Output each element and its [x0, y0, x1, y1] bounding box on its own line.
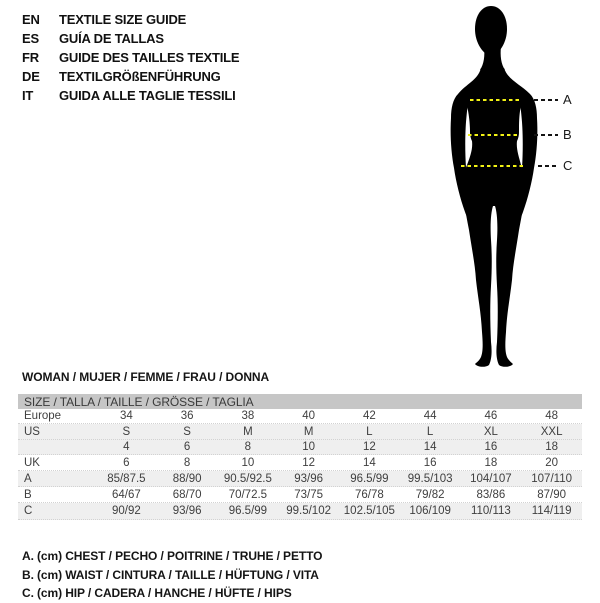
size-cell: 83/86	[476, 488, 506, 501]
measurement-legend	[22, 547, 322, 603]
size-cell: M	[243, 425, 253, 438]
lang-row-en	[22, 10, 239, 29]
size-cell: XXL	[540, 425, 563, 438]
size-cell: 44	[423, 410, 437, 422]
size-cell: 106/109	[409, 505, 451, 517]
lang-row-de	[22, 67, 239, 86]
size-cell: 73/75	[294, 488, 324, 501]
lang-title: TEXTILE SIZE GUIDE	[59, 12, 187, 27]
size-cell: 4	[123, 441, 130, 453]
lang-code: FR	[22, 50, 39, 65]
size-cell: 107/110	[531, 472, 572, 485]
size-cell: L	[426, 425, 434, 438]
size-cell: 79/82	[415, 488, 445, 501]
row-label: US	[24, 425, 40, 438]
size-cell: 64/67	[111, 488, 141, 501]
lang-code: IT	[22, 88, 34, 103]
size-cell: 38	[241, 410, 255, 422]
size-cell: 114/119	[531, 505, 572, 517]
marker-label-waist: B	[563, 127, 572, 142]
size-cell: 90/92	[111, 505, 141, 517]
marker-label-hip: C	[563, 158, 573, 173]
legend-line-waist: B. (cm) WAIST / CINTURA / TAILLE / HÜFTUNG / VITA	[22, 567, 319, 582]
size-cell: 36	[180, 410, 194, 422]
language-title-list	[22, 10, 239, 105]
table-row-chest	[18, 471, 582, 487]
size-cell: 102.5/105	[343, 505, 395, 517]
row-label: B	[24, 488, 32, 501]
lang-row-it	[22, 86, 239, 105]
size-cell: 88/90	[172, 472, 202, 485]
lang-code: ES	[22, 31, 39, 46]
size-cell: 8	[244, 441, 252, 453]
size-cell: 16	[423, 456, 437, 469]
lang-code: DE	[22, 69, 40, 84]
lang-title: GUÍA DE TALLAS	[59, 31, 164, 46]
size-cell: 40	[302, 410, 316, 422]
lang-title: GUIDE DES TAILLES TEXTILE	[59, 50, 240, 65]
size-cell: 18	[484, 456, 498, 469]
row-label: A	[24, 472, 32, 485]
size-table-header: SIZE / TALLA / TAILLE / GRÖSSE / TAGLIA	[18, 394, 582, 409]
table-row-us-letters	[18, 424, 582, 440]
lang-title: GUIDA ALLE TAGLIE TESSILI	[59, 88, 236, 103]
size-cell: 34	[119, 410, 133, 422]
size-cell: 68/70	[172, 488, 202, 501]
legend-line-hip: C. (cm) HIP / CADERA / HANCHE / HÜFTE / HIPS	[22, 586, 292, 600]
size-cell: 96.5/99	[350, 472, 389, 485]
row-label: C	[24, 505, 33, 517]
marker-label-chest: A	[563, 92, 572, 107]
size-cell: 87/90	[537, 488, 567, 501]
size-cell: 96.5/99	[228, 505, 268, 517]
size-cell: 14	[362, 456, 376, 469]
size-cell: 10	[241, 456, 255, 469]
size-cell: 90.5/92.5	[223, 472, 272, 485]
size-cell: L	[366, 425, 373, 438]
size-cell: 46	[484, 410, 498, 422]
lang-code: EN	[22, 12, 40, 27]
size-cell: 48	[545, 410, 559, 422]
size-cell: 42	[362, 410, 376, 422]
size-cell: 104/107	[470, 472, 512, 485]
lang-row-es	[22, 29, 239, 48]
table-group-title: WOMAN / MUJER / FEMME / FRAU / DONNA	[22, 370, 270, 384]
size-cell: M	[303, 425, 314, 438]
size-cell: XL	[483, 425, 498, 438]
size-cell: 76/78	[354, 488, 384, 501]
size-cell: 18	[545, 441, 559, 453]
table-row-uk	[18, 455, 582, 471]
table-row-waist	[18, 487, 582, 503]
size-cell: 12	[302, 456, 316, 469]
size-cell: 99.5/102	[286, 505, 331, 517]
size-cell: 70/72.5	[228, 488, 268, 501]
woman-silhouette	[434, 2, 554, 370]
size-table	[18, 394, 582, 520]
size-cell: 20	[545, 456, 559, 469]
size-cell: S	[183, 425, 191, 438]
size-cell: 6	[123, 456, 130, 469]
size-cell: 99.5/103	[407, 472, 453, 485]
size-cell: 6	[183, 441, 191, 453]
size-cell: 12	[362, 441, 376, 453]
size-cell: 110/113	[470, 505, 511, 517]
size-cell: S	[122, 425, 131, 438]
size-cell: 93/96	[172, 505, 202, 517]
size-cell: 85/87.5	[107, 472, 146, 485]
table-row-hip	[18, 503, 582, 520]
table-row-us-numbers	[18, 440, 582, 455]
size-cell: 8	[183, 456, 191, 469]
lang-title: TEXTILGRÖßENFÜHRUNG	[59, 69, 221, 84]
size-cell: 10	[302, 441, 316, 453]
legend-line-chest: A. (cm) CHEST / PECHO / POITRINE / TRUHE / PETTO	[22, 549, 323, 563]
table-row-europe	[18, 409, 582, 424]
size-cell: 14	[423, 441, 437, 453]
row-label: UK	[24, 456, 40, 469]
size-cell: 93/96	[294, 472, 324, 485]
size-cell: 16	[484, 441, 498, 453]
lang-row-fr	[22, 48, 239, 67]
row-label: Europe	[24, 410, 62, 422]
